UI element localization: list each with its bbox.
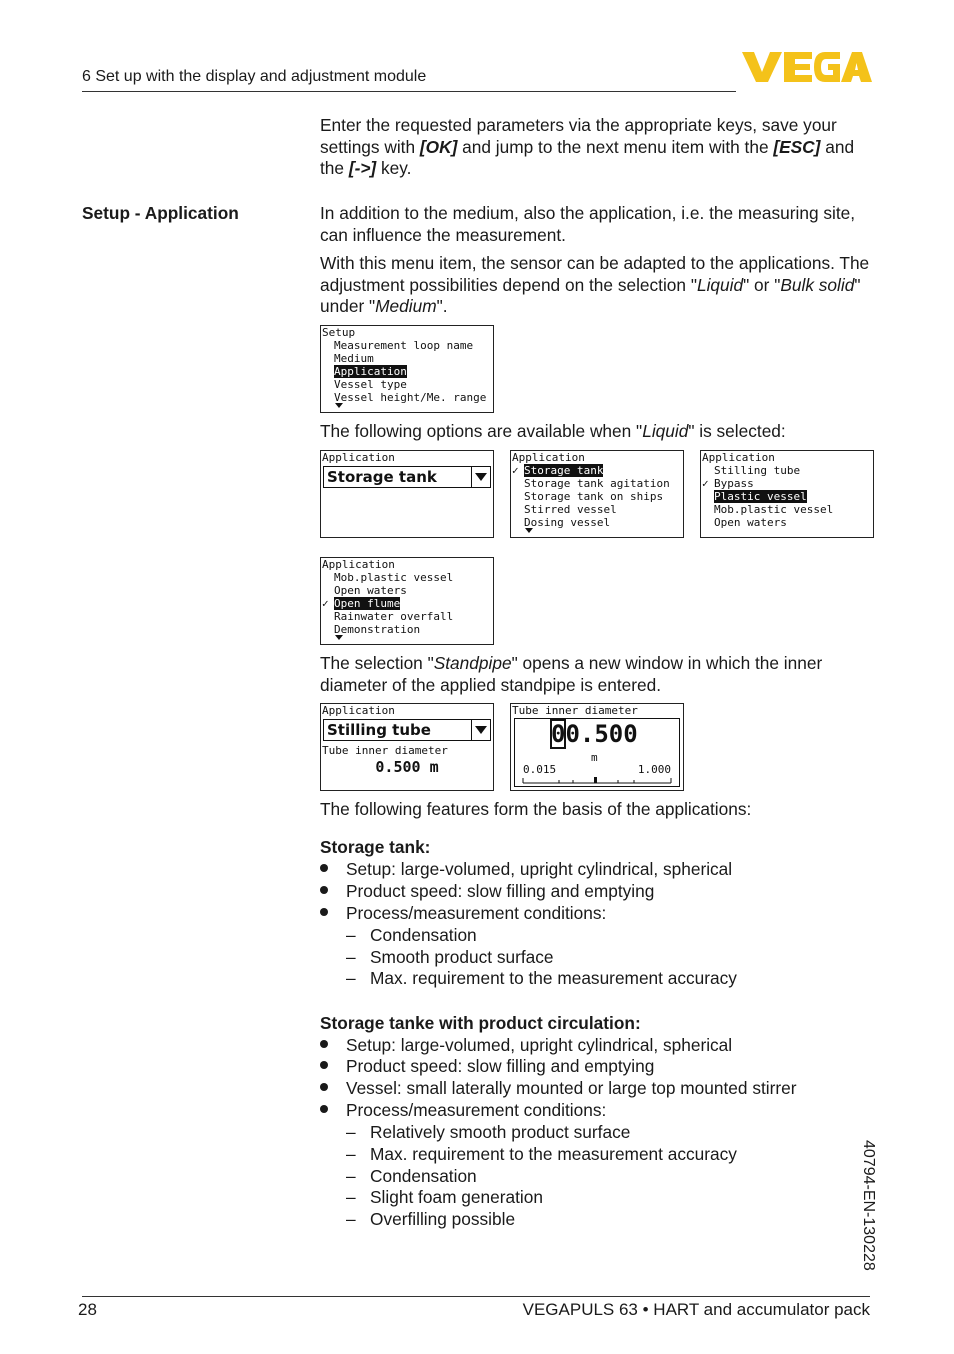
list-item: Setup: large-volumed, upright cylindrical, spherical (320, 858, 732, 880)
lcd-title: Application (702, 451, 775, 464)
lcd-title: Application (322, 451, 395, 464)
sub-list-item: – Overfilling possible (346, 1209, 516, 1229)
paragraph-standpipe: The selection "Standpipe" opens a new window in which the inner diameter of the applied standpipe is entered. (320, 653, 823, 695)
checkmark-icon: ✓ (512, 464, 519, 477)
unit-label: m (591, 751, 598, 764)
lcd-application-stilling-tube (320, 703, 494, 791)
lcd-menu-item[interactable]: Measurement loop name (334, 339, 474, 352)
numeric-editor[interactable] (514, 718, 680, 787)
intro-paragraph: Enter the requested parameters via the appropriate keys, save your settings with [OK] and jump to the next menu item with the [ESC] and the [->] key. (320, 115, 855, 178)
document-number: 40794-EN-130228 (860, 1140, 877, 1271)
lcd-title: Application (512, 451, 585, 464)
lcd-list-item[interactable]: Bypass (714, 477, 754, 490)
footer-product: VEGAPULS 63 • HART and accumulator pack (522, 1300, 870, 1319)
list-item: Product speed: slow filling and emptying (320, 1055, 654, 1077)
paragraph-medium-influence: In addition to the medium, also the application, i.e. the measuring site, can influence the measurement. (320, 203, 856, 245)
range-min: 0.015 (523, 763, 557, 776)
lcd-list-item[interactable]: Mob.plastic vessel (714, 503, 834, 516)
footer-rule (82, 1296, 870, 1297)
lcd-list-item[interactable]: Stirred vessel (524, 503, 617, 516)
paragraph-liquid-options: The following options are available when "Liquid" is selected: (320, 421, 786, 441)
sub-list-item: – Max. requirement to the measurement accuracy (346, 1144, 737, 1164)
header-section-title: 6 Set up with the display and adjustment module (82, 68, 427, 85)
sub-list-item: – Condensation (346, 1166, 477, 1186)
lcd-list-item[interactable]: Mob.plastic vessel (334, 571, 454, 584)
lcd-application-list-2 (700, 450, 874, 538)
application-dropdown[interactable] (323, 466, 491, 488)
sub-list-item: – Max. requirement to the measurement accuracy (346, 968, 737, 988)
header-rule (82, 91, 736, 92)
sub-list-item: – Slight foam generation (346, 1187, 543, 1207)
paragraph-features: The following features form the basis of the applications: (320, 799, 752, 819)
scroll-down-arrow-icon (335, 403, 343, 408)
arrow-key: [->] (348, 158, 377, 178)
lcd-list-item[interactable]: Storage tank on ships (524, 490, 664, 503)
cursor-digit[interactable]: 0 (551, 720, 566, 748)
dropdown-value: Stilling tube (327, 721, 431, 739)
application-dropdown[interactable] (323, 719, 491, 741)
lcd-list-item[interactable]: Demonstration (334, 623, 421, 636)
lcd-menu-item-selected[interactable]: Application (334, 365, 407, 378)
lcd-application-list-1 (510, 450, 684, 538)
scroll-down-arrow-icon (525, 528, 533, 533)
lcd-list-item-selected[interactable]: Plastic vessel (714, 490, 807, 503)
tube-diameter-label: Tube inner diameter (322, 744, 448, 757)
storage-tank-title: Storage tank: (320, 837, 431, 857)
lcd-title: Application (322, 558, 395, 571)
numeric-value[interactable]: 00.500 (551, 720, 638, 748)
lcd-list-item[interactable]: Rainwater overfall (334, 610, 454, 623)
range-max: 1.000 (637, 763, 671, 776)
list-item: Vessel: small laterally mounted or large top mounted stirrer (320, 1077, 796, 1099)
section-title-setup-application: Setup - Application (82, 203, 239, 223)
dropdown-value: Storage tank (327, 468, 437, 486)
lcd-menu-item[interactable]: Medium (334, 352, 374, 365)
lcd-setup-menu (320, 325, 494, 413)
lcd-list-item[interactable]: Open waters (334, 584, 407, 597)
storage-circulation-title: Storage tanke with product circulation: (320, 1013, 641, 1033)
paragraph-adaptation: With this menu item, the sensor can be adapted to the applications. The adjustment possibilities depend on the selection "Liquid" or "Bulk solid" under "Medium". (320, 253, 870, 316)
lcd-list-item[interactable]: Stilling tube (714, 464, 801, 477)
lcd-title: Tube inner diameter (512, 704, 638, 717)
dropdown-arrow-icon[interactable] (471, 720, 490, 740)
lcd-application-combo (320, 450, 494, 538)
list-item: Process/measurement conditions: (320, 902, 606, 924)
lcd-title: Setup (322, 326, 356, 339)
scroll-down-arrow-icon (335, 635, 343, 640)
lcd-list-item[interactable]: Dosing vessel (524, 516, 611, 529)
list-item: Setup: large-volumed, upright cylindrical, spherical (320, 1034, 732, 1056)
esc-key: [ESC] (773, 136, 821, 157)
sub-list-item: – Smooth product surface (346, 947, 554, 967)
lcd-menu-item[interactable]: Vessel type (334, 378, 407, 391)
dropdown-arrow-icon[interactable] (471, 467, 490, 487)
ok-key: [OK] (419, 136, 458, 157)
range-scale (515, 775, 679, 785)
lcd-list-item-selected[interactable]: Storage tank (524, 464, 604, 477)
lcd-menu-item[interactable]: Vessel height/Me. range (334, 391, 487, 404)
lcd-list-item[interactable]: Open waters (714, 516, 787, 529)
sub-list-item: – Condensation (346, 925, 477, 945)
lcd-application-list-3 (320, 557, 494, 645)
lcd-list-item[interactable]: Storage tank agitation (524, 477, 670, 490)
lcd-list-item-selected[interactable]: Open flume (334, 597, 401, 610)
lcd-tube-inner-diameter (510, 703, 684, 791)
page-number: 28 (78, 1300, 97, 1319)
checkmark-icon: ✓ (322, 597, 329, 610)
list-item: Product speed: slow filling and emptying (320, 880, 654, 902)
list-item: Process/measurement conditions: (320, 1099, 606, 1121)
tube-diameter-value: 0.500 m (375, 758, 439, 776)
sub-list-item: – Relatively smooth product surface (346, 1122, 631, 1142)
lcd-title: Application (322, 704, 395, 717)
checkmark-icon: ✓ (702, 477, 709, 490)
vega-logo (740, 50, 872, 89)
